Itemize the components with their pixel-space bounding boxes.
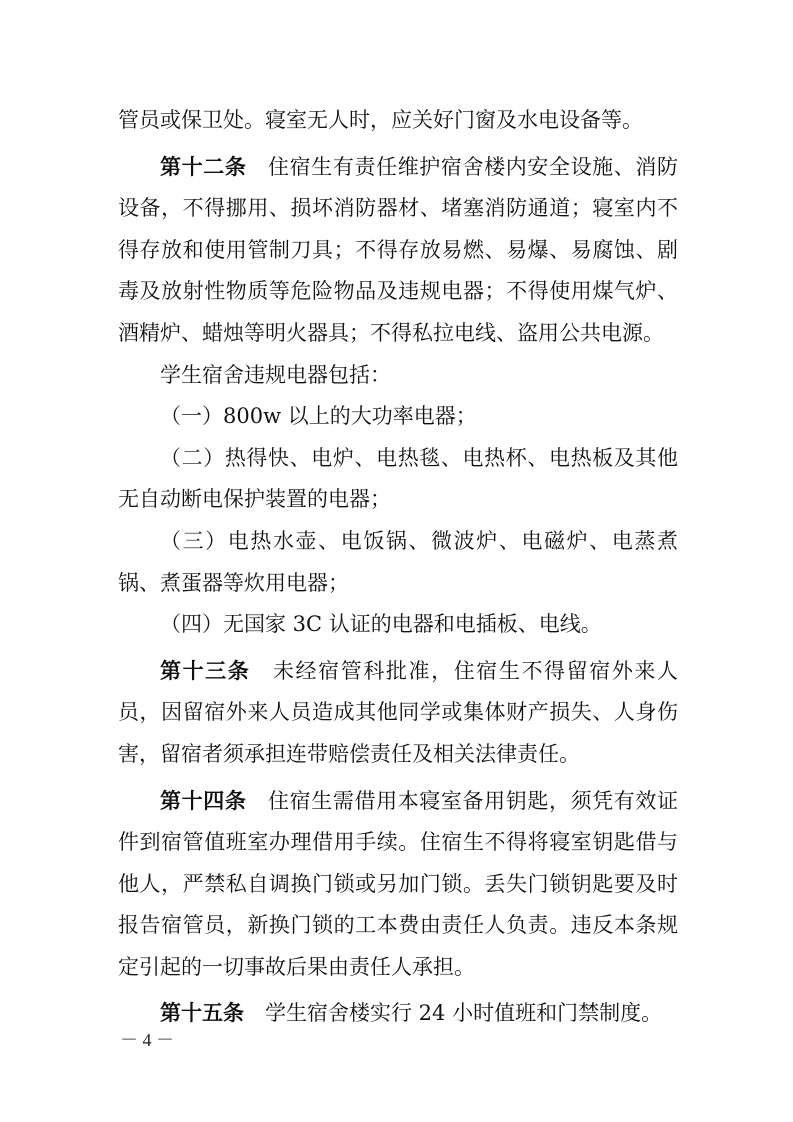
- list-item-4: [118, 604, 678, 646]
- body-text: [118, 100, 678, 1035]
- paragraph-text: 学生宿舍违规电器包括：: [160, 362, 391, 387]
- article-12: [118, 147, 678, 355]
- article-heading: 第十五条: [160, 1001, 244, 1026]
- paragraph-continuation: [118, 100, 678, 142]
- article-heading: 第十三条: [160, 658, 251, 683]
- article-15: [118, 993, 678, 1035]
- paragraph-text: （一）800w 以上的大功率电器；: [160, 404, 477, 429]
- paragraph-text: （二）热得快、电炉、电热毯、电热杯、电热板及其他无自动断电保护装置的电器；: [118, 445, 678, 512]
- article-heading: 第十四条: [160, 788, 247, 813]
- paragraph-text: （三）电热水壶、电饭锅、微波炉、电磁炉、电蒸煮锅、煮蛋器等炊用电器；: [118, 528, 678, 595]
- list-item-1: [118, 396, 678, 438]
- paragraph-text: （四）无国家 3C 认证的电器和电插板、电线。: [160, 612, 602, 637]
- list-item-2: [118, 438, 678, 521]
- article-13: [118, 651, 678, 776]
- page-number: － 4 －: [120, 1030, 174, 1050]
- paragraph-text: 管员或保卫处。寝室无人时，应关好门窗及水电设备等。: [118, 108, 643, 132]
- article-heading: 第十二条: [160, 154, 247, 179]
- list-item-3: [118, 521, 678, 604]
- article-text: 未经宿管科批准，住宿生不得留宿外来人员，因留宿外来人员造成其他同学或集体财产损失、人身伤害，留宿者须承担连带赔偿责任及相关法律责任。: [118, 658, 679, 766]
- article-14: [118, 781, 678, 989]
- article-text: 学生宿舍楼实行 24 小时值班和门禁制度。: [265, 1001, 663, 1026]
- paragraph-appliance-intro: [118, 355, 678, 397]
- article-text: 住宿生有责任维护宿舍楼内安全设施、消防设备，不得挪用、损坏消防器材、堵塞消防通道；寝室内不得存放和使用管制刀具；不得存放易燃、易爆、易腐蚀、剧毒及放射性物质等危险物品及违规电器；不得使用煤气炉、酒精炉、蜡烛等明火器具；不得私拉电线、盗用公共电源。: [118, 154, 679, 345]
- article-text: 住宿生需借用本寝室备用钥匙，须凭有效证件到宿管值班室办理借用手续。住宿生不得将寝室钥匙借与他人，严禁私自调换门锁或另加门锁。丢失门锁钥匙要及时报告宿管员，新换门锁的工本费由责任人负责。违反本条规定引起的一切事故后果由责任人承担。: [118, 788, 679, 979]
